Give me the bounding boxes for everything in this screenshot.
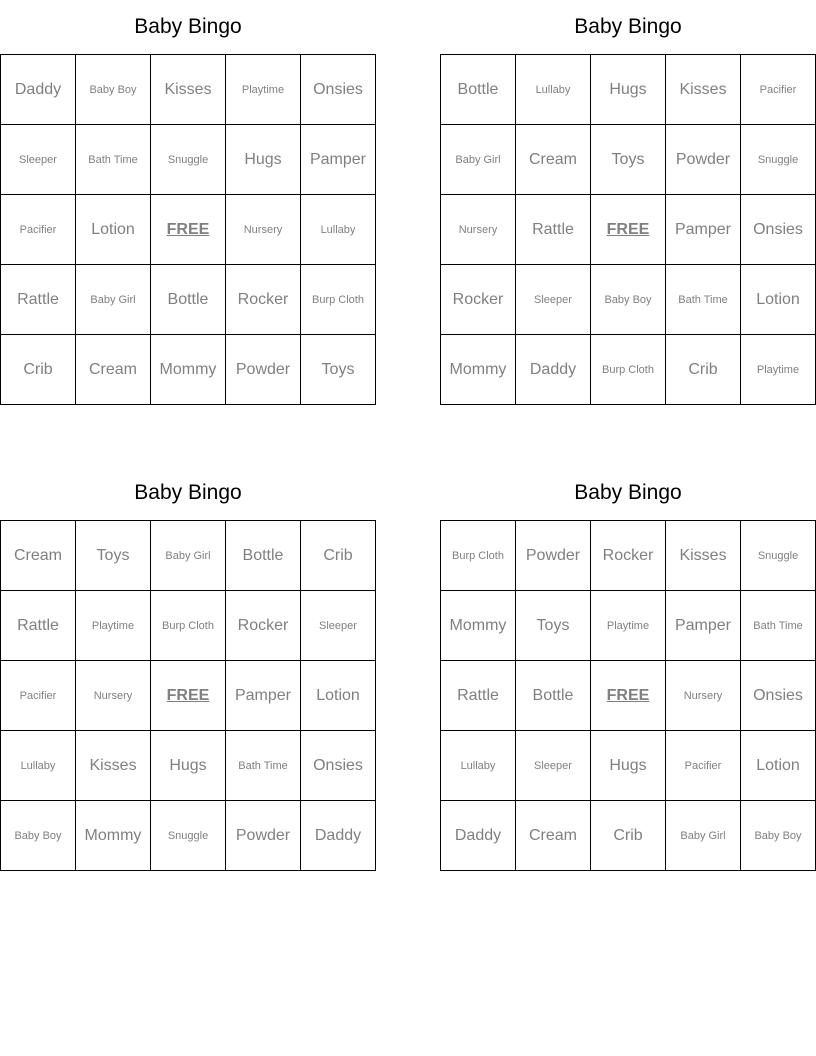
card-title: Baby Bingo [134,15,242,38]
bingo-cell: Pacifier [666,731,741,801]
bingo-cell: Bottle [151,265,226,335]
bingo-cell: Onsies [301,731,376,801]
bingo-grid [0,520,376,871]
bingo-cell: Toys [516,591,591,661]
bingo-cell: Burp Cloth [591,335,666,405]
bingo-cell: Crib [1,335,76,405]
bingo-cell: Powder [666,125,741,195]
bingo-cell: Bath Time [226,731,301,801]
bingo-cell: Bottle [441,55,516,125]
bingo-cell: Baby Girl [76,265,151,335]
bingo-cell: Bath Time [666,265,741,335]
card-row-top [0,0,816,405]
bingo-cell: Onsies [741,195,816,265]
bingo-cell: Baby Boy [741,801,816,871]
bingo-cell: Hugs [591,731,666,801]
bingo-cell: Powder [516,521,591,591]
bingo-grid [440,54,816,405]
bingo-cell: Sleeper [301,591,376,661]
bingo-cell: Daddy [516,335,591,405]
card-title: Baby Bingo [134,481,242,504]
bingo-cell: Rattle [1,591,76,661]
bingo-cell: Cream [516,125,591,195]
bingo-cell: Bath Time [76,125,151,195]
bingo-card-4 [440,466,816,871]
bingo-cell: Toys [591,125,666,195]
bingo-cell: Lullaby [301,195,376,265]
bingo-cell: Daddy [1,55,76,125]
bingo-cell: Daddy [301,801,376,871]
bingo-cell: Lotion [741,731,816,801]
bingo-grid [440,520,816,871]
bingo-cell: Toys [76,521,151,591]
bingo-cell: Mommy [441,591,516,661]
bingo-cell: Lotion [741,265,816,335]
bingo-cell: Pacifier [741,55,816,125]
bingo-cell: Burp Cloth [441,521,516,591]
bingo-cell: Bath Time [741,591,816,661]
bingo-cell: Rocker [226,265,301,335]
free-cell: FREE [151,661,226,731]
bingo-cell: Lullaby [441,731,516,801]
bingo-cell: Rattle [516,195,591,265]
bingo-cell: Cream [76,335,151,405]
bingo-cell: Onsies [741,661,816,731]
bingo-cell: Burp Cloth [301,265,376,335]
bingo-cell: Lullaby [516,55,591,125]
bingo-cell: Nursery [666,661,741,731]
bingo-cell: Snuggle [741,521,816,591]
bingo-cell: Rattle [441,661,516,731]
bingo-cell: Playtime [76,591,151,661]
bingo-card-1 [0,0,376,405]
bingo-cell: Snuggle [151,801,226,871]
bingo-cell: Daddy [441,801,516,871]
bingo-cell: Rocker [441,265,516,335]
bingo-cell: Crib [666,335,741,405]
free-cell: FREE [591,661,666,731]
bingo-cell: Lotion [76,195,151,265]
bingo-cell: Baby Boy [1,801,76,871]
bingo-cell: Pamper [666,591,741,661]
bingo-cell: Pamper [666,195,741,265]
card-title: Baby Bingo [574,15,682,38]
bingo-cell: Playtime [226,55,301,125]
bingo-cell: Baby Boy [76,55,151,125]
bingo-cell: Toys [301,335,376,405]
bingo-cell: Rocker [226,591,301,661]
card-title: Baby Bingo [574,481,682,504]
bingo-cell: Mommy [151,335,226,405]
bingo-cell: Sleeper [516,731,591,801]
bingo-card-2 [440,0,816,405]
bingo-cell: Snuggle [151,125,226,195]
bingo-cell: Cream [1,521,76,591]
bingo-cell: Onsies [301,55,376,125]
bingo-cell: Pamper [226,661,301,731]
bingo-cell: Snuggle [741,125,816,195]
bingo-cell: Nursery [441,195,516,265]
bingo-cell: Sleeper [1,125,76,195]
bingo-cell: Bottle [516,661,591,731]
bingo-cell: Mommy [441,335,516,405]
bingo-cell: Bottle [226,521,301,591]
bingo-cell: Crib [301,521,376,591]
bingo-card-3 [0,466,376,871]
bingo-cell: Lullaby [1,731,76,801]
bingo-cell: Cream [516,801,591,871]
bingo-cell: Lotion [301,661,376,731]
bingo-cell: Rattle [1,265,76,335]
bingo-cell: Playtime [741,335,816,405]
bingo-cell: Baby Girl [441,125,516,195]
bingo-cell: Hugs [226,125,301,195]
bingo-cell: Baby Boy [591,265,666,335]
bingo-cell: Crib [591,801,666,871]
bingo-cell: Pamper [301,125,376,195]
bingo-grid [0,54,376,405]
bingo-cell: Kisses [76,731,151,801]
free-cell: FREE [591,195,666,265]
bingo-cell: Kisses [151,55,226,125]
bingo-cell: Pacifier [1,195,76,265]
bingo-cell: Sleeper [516,265,591,335]
bingo-cell: Powder [226,335,301,405]
bingo-cell: Pacifier [1,661,76,731]
card-row-bottom [0,466,816,871]
bingo-cell: Playtime [591,591,666,661]
bingo-cell: Hugs [151,731,226,801]
bingo-cell: Baby Girl [666,801,741,871]
bingo-cell: Nursery [226,195,301,265]
bingo-cell: Rocker [591,521,666,591]
bingo-cell: Kisses [666,55,741,125]
bingo-cell: Nursery [76,661,151,731]
bingo-cell: Baby Girl [151,521,226,591]
free-cell: FREE [151,195,226,265]
bingo-cell: Kisses [666,521,741,591]
bingo-cell: Hugs [591,55,666,125]
bingo-cell: Burp Cloth [151,591,226,661]
bingo-cell: Powder [226,801,301,871]
bingo-cell: Mommy [76,801,151,871]
